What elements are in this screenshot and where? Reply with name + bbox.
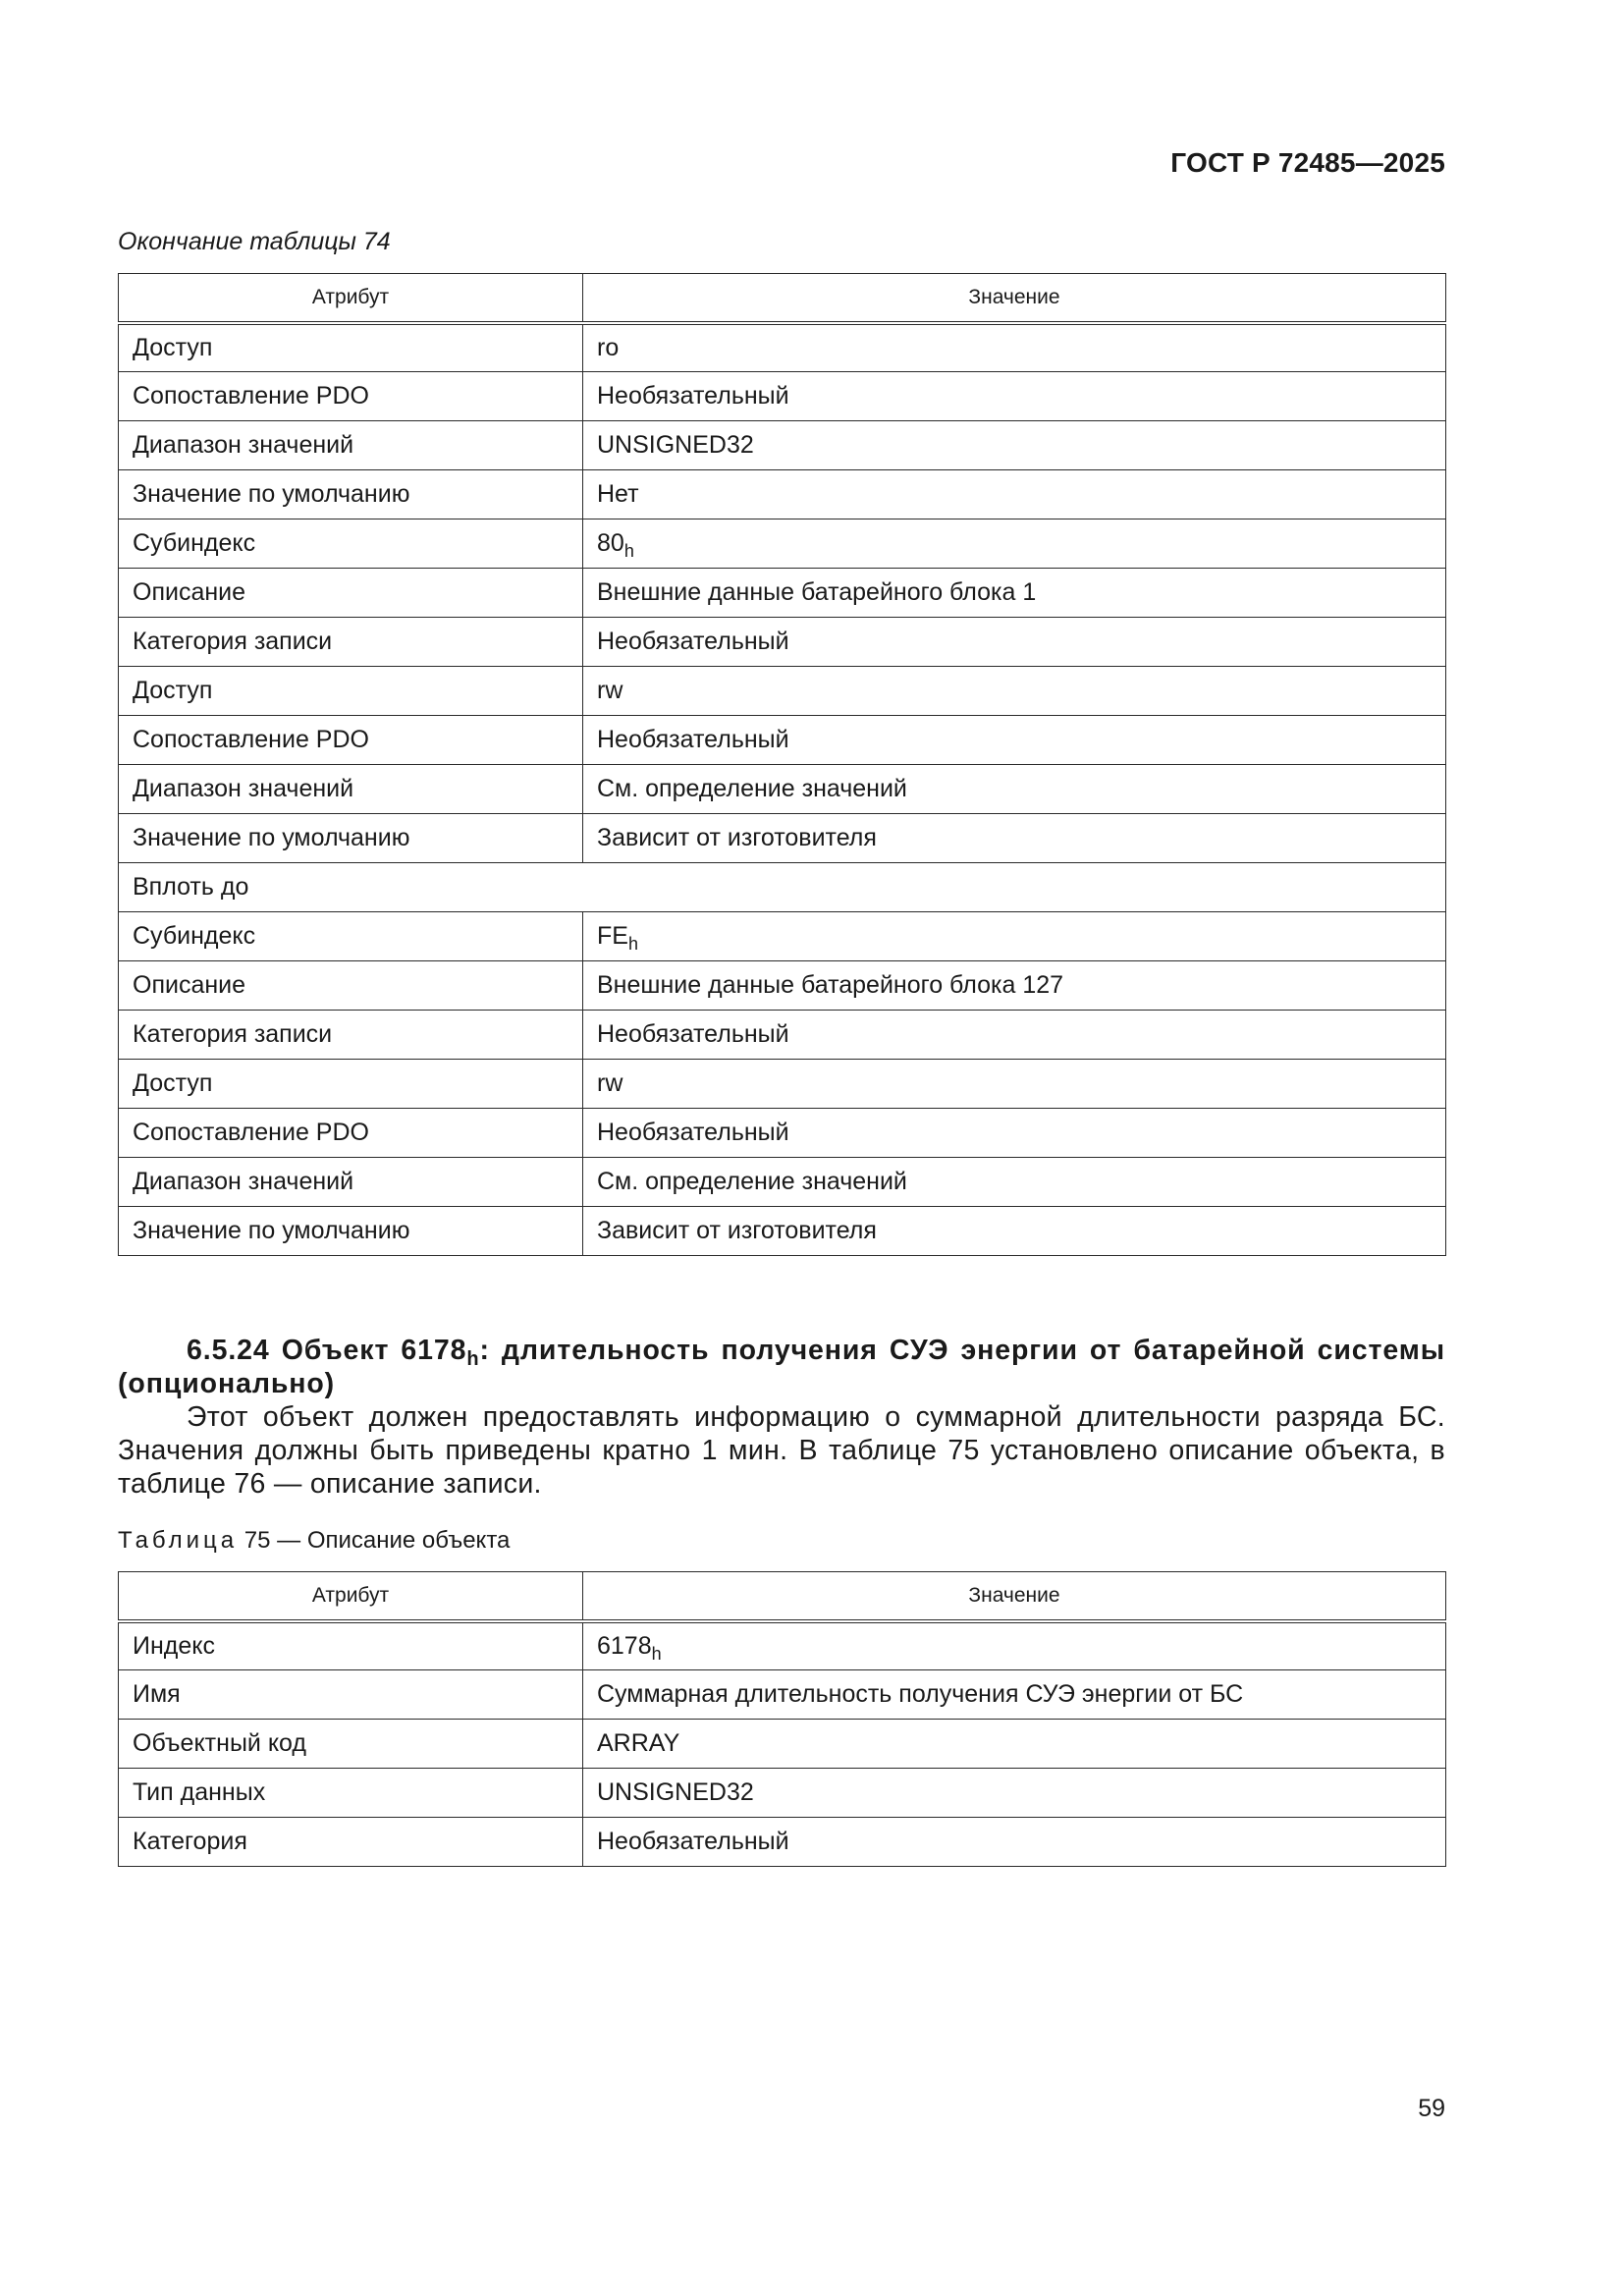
attribute-cell: Категория [119, 1818, 583, 1867]
heading-text-part1: Объект 6178 [281, 1335, 467, 1366]
table-row [119, 519, 1446, 569]
value-text: 80 [597, 529, 624, 557]
section-number: 6.5.24 [187, 1335, 270, 1366]
table-row [119, 961, 1446, 1011]
value-text: 6178 [597, 1631, 652, 1660]
value-text: Необязательный [597, 1020, 789, 1048]
table-row [119, 667, 1446, 716]
value-cell [583, 618, 1446, 667]
column-header-value: Значение [583, 274, 1446, 323]
attribute-cell: Диапазон значений [119, 421, 583, 470]
value-text: Нет [597, 480, 639, 508]
value-cell [583, 1158, 1446, 1207]
table-row [119, 814, 1446, 863]
attribute-cell: Значение по умолчанию [119, 470, 583, 519]
page-number: 59 [1418, 2095, 1445, 2122]
value-text: rw [597, 1069, 623, 1097]
section-heading [118, 1334, 1445, 1400]
value-text: Необязательный [597, 726, 789, 753]
value-text: Необязательный [597, 1828, 789, 1855]
attribute-cell: Имя [119, 1670, 583, 1720]
table-74 [118, 273, 1446, 1256]
value-cell [583, 519, 1446, 569]
value-text: Необязательный [597, 1119, 789, 1146]
table-row [119, 863, 1446, 912]
column-header-value: Значение [583, 1572, 1446, 1621]
table-row [119, 1720, 1446, 1769]
table-row [119, 1109, 1446, 1158]
table-75-caption [118, 1527, 510, 1555]
attribute-cell: Индекс [119, 1621, 583, 1670]
attribute-cell: Сопоставление PDO [119, 716, 583, 765]
value-text: UNSIGNED32 [597, 1778, 754, 1806]
value-cell [583, 1818, 1446, 1867]
table-row [119, 1621, 1446, 1670]
value-text: Необязательный [597, 628, 789, 655]
attribute-cell: Доступ [119, 667, 583, 716]
table-75-body [119, 1621, 1446, 1867]
value-subscript: h [651, 1643, 662, 1664]
table-75 [118, 1571, 1446, 1867]
attribute-cell: Диапазон значений [119, 1158, 583, 1207]
value-cell [583, 569, 1446, 618]
table-75-caption-rest: 75 — Описание объекта [243, 1527, 511, 1554]
document-code: ГОСТ Р 72485—2025 [1170, 147, 1445, 178]
value-cell [583, 470, 1446, 519]
table-74-body [119, 323, 1446, 1256]
attribute-cell: Объектный код [119, 1720, 583, 1769]
table-row [119, 1158, 1446, 1207]
value-text: ro [597, 333, 620, 361]
value-cell [583, 961, 1446, 1011]
heading-text-part2: : длительность получения СУЭ энергии от батарейной системы (опционально) [118, 1335, 1445, 1399]
table-row [119, 1818, 1446, 1867]
value-cell [583, 1207, 1446, 1256]
value-text: FE [597, 922, 628, 950]
table-row [119, 1011, 1446, 1060]
value-text: Суммарная длительность получения СУЭ энергии от БС [597, 1680, 1244, 1708]
table-row [119, 912, 1446, 961]
value-text: Внешние данные батарейного блока 127 [597, 971, 1064, 999]
value-cell [583, 1621, 1446, 1670]
value-text: См. определение значений [597, 775, 907, 802]
value-text: См. определение значений [597, 1168, 907, 1195]
table-row [119, 1670, 1446, 1720]
attribute-cell: Описание [119, 961, 583, 1011]
table-row [119, 421, 1446, 470]
value-cell [583, 1060, 1446, 1109]
value-cell [583, 765, 1446, 814]
attribute-cell: Субиндекс [119, 519, 583, 569]
column-header-attribute: Атрибут [119, 1572, 583, 1621]
section-6-5-24 [118, 1334, 1445, 1501]
table-row [119, 569, 1446, 618]
attribute-cell: Категория записи [119, 1011, 583, 1060]
attribute-cell: Категория записи [119, 618, 583, 667]
table-row [119, 618, 1446, 667]
value-cell [583, 716, 1446, 765]
table-row [119, 470, 1446, 519]
table-row [119, 716, 1446, 765]
value-cell [583, 814, 1446, 863]
attribute-cell: Сопоставление PDO [119, 1109, 583, 1158]
table-header-row [119, 1572, 1446, 1621]
value-cell [583, 323, 1446, 372]
value-cell [583, 667, 1446, 716]
value-cell [583, 421, 1446, 470]
value-text: Зависит от изготовителя [597, 824, 877, 851]
value-cell [583, 912, 1446, 961]
attribute-cell: Значение по умолчанию [119, 814, 583, 863]
value-text: Внешние данные батарейного блока 1 [597, 578, 1037, 606]
table-74-caption: Окончание таблицы 74 [118, 228, 391, 255]
value-subscript: h [627, 934, 638, 954]
attribute-cell: Субиндекс [119, 912, 583, 961]
value-subscript: h [623, 541, 634, 561]
value-cell [583, 1769, 1446, 1818]
table-75-caption-word: Таблица [118, 1527, 239, 1554]
value-cell [583, 1109, 1446, 1158]
table-row [119, 765, 1446, 814]
attribute-cell: Описание [119, 569, 583, 618]
table-row [119, 1769, 1446, 1818]
value-cell [583, 372, 1446, 421]
table-header-row [119, 274, 1446, 323]
table-row [119, 372, 1446, 421]
value-text: rw [597, 677, 623, 704]
value-cell [583, 1720, 1446, 1769]
table-row [119, 323, 1446, 372]
value-text: ARRAY [597, 1729, 680, 1757]
table-row [119, 1060, 1446, 1109]
heading-subscript: h [466, 1348, 480, 1370]
span-cell: Вплоть до [119, 863, 1446, 912]
attribute-cell: Доступ [119, 323, 583, 372]
attribute-cell: Доступ [119, 1060, 583, 1109]
attribute-cell: Диапазон значений [119, 765, 583, 814]
section-paragraph: Этот объект должен предоставлять информацию о суммарной длительности разряда БС. Значения должны быть приведены кратно 1 мин. В таблице 75 установлено описание объекта, в таблице 76 — описание записи. [118, 1401, 1445, 1500]
value-text: UNSIGNED32 [597, 431, 754, 459]
column-header-attribute: Атрибут [119, 274, 583, 323]
value-cell [583, 1011, 1446, 1060]
value-text: Зависит от изготовителя [597, 1217, 877, 1244]
attribute-cell: Тип данных [119, 1769, 583, 1818]
table-row [119, 1207, 1446, 1256]
value-text: Необязательный [597, 382, 789, 410]
attribute-cell: Сопоставление PDO [119, 372, 583, 421]
attribute-cell: Значение по умолчанию [119, 1207, 583, 1256]
value-cell [583, 1670, 1446, 1720]
